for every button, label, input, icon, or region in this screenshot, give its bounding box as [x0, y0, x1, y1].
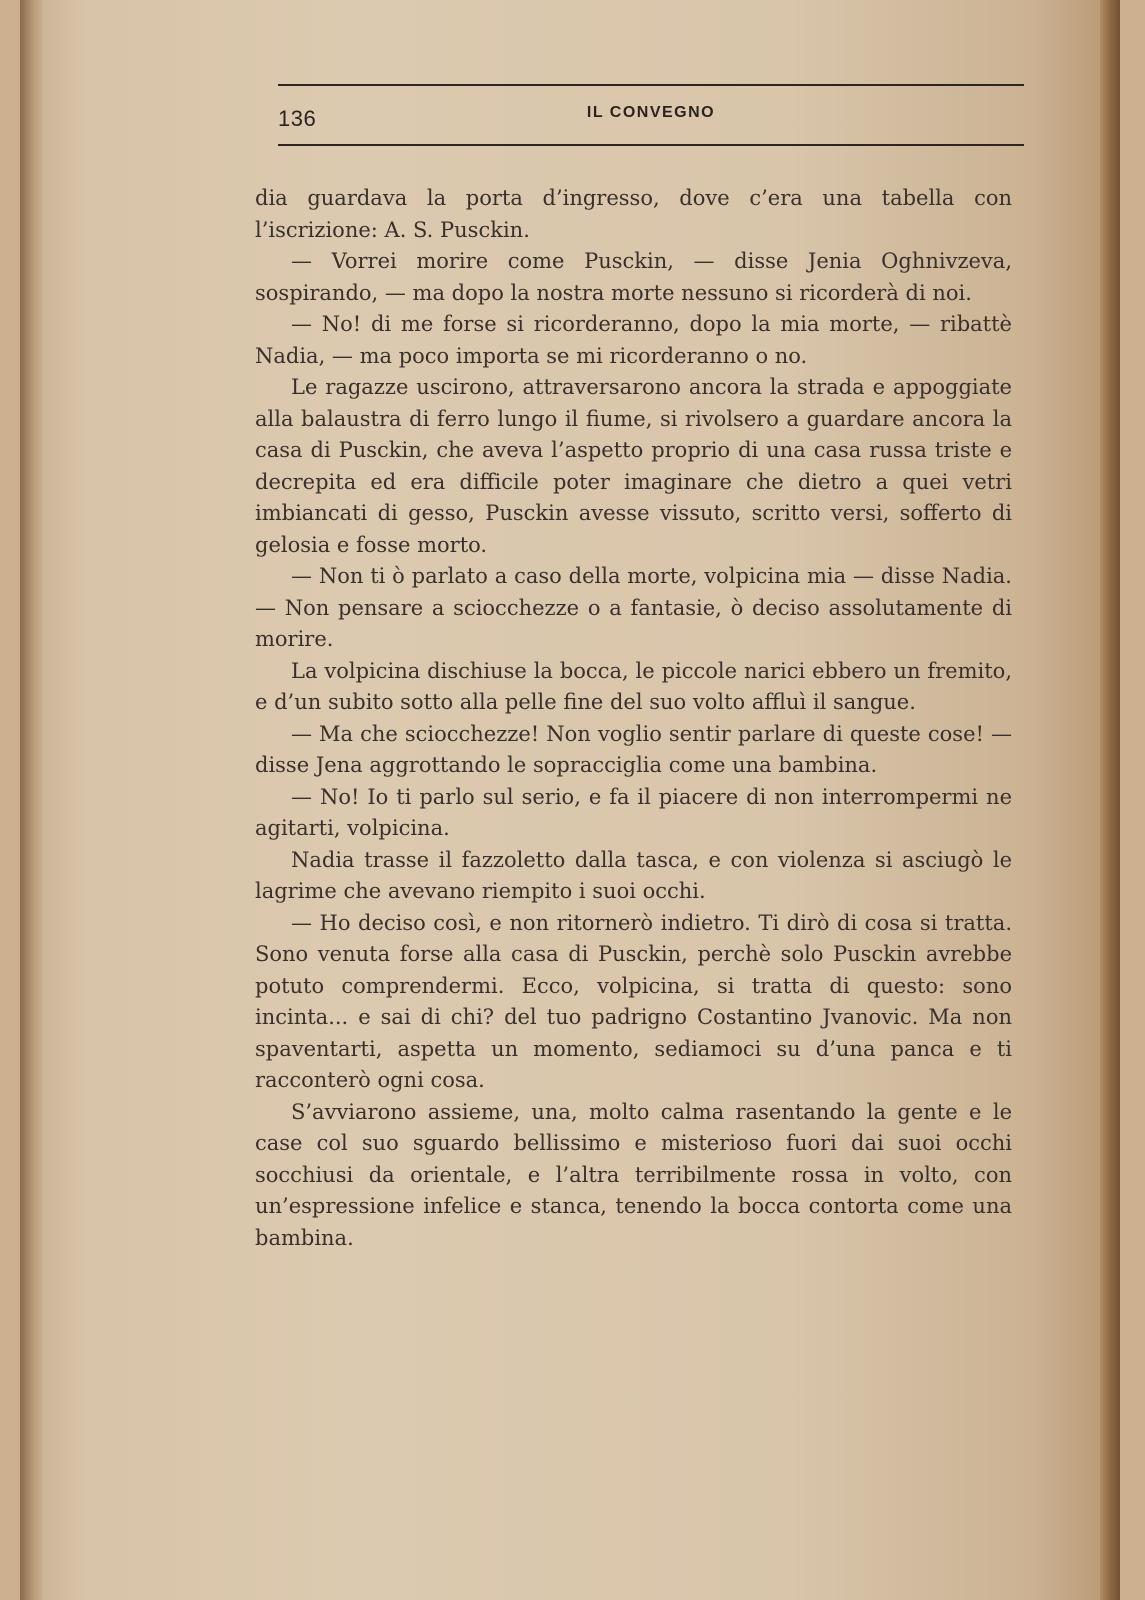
- page-edge: [1100, 0, 1120, 1600]
- paragraph: — No! Io ti parlo sul serio, e fa il piacere di non interrompermi ne agitarti, volpicina.: [255, 784, 1012, 840]
- paragraph: S’avviarono assieme, una, molto calma rasentando la gente e le case col suo sguardo bellissimo e misterioso fuori dai suoi occhi socchiusi da orientale, e l’altra terribilmente rossa in volto, con un’espressione infelice e stanca, tenendo la bocca contorta come una bambina.: [255, 1099, 1012, 1250]
- body-text: [255, 183, 1012, 1254]
- page-number: 136: [278, 106, 317, 131]
- paragraph: — Vorrei morire come Pusckin, — disse Jenia Oghnivzeva, sospirando, — ma dopo la nostra morte nessuno si ricorderà di noi.: [255, 249, 1012, 305]
- paragraph: La volpicina dischiuse la bocca, le piccole narici ebbero un fremito, e d’un subito sotto alla pelle fine del suo volto affluì il sangue.: [255, 658, 1012, 714]
- book-spine-shadow: [20, 0, 42, 1600]
- paragraph: Le ragazze uscirono, attraversarono ancora la strada e appoggiate alla balaustra di ferro lungo il fiume, si rivolsero a guardare ancora la casa di Pusckin, che aveva l’aspetto proprio di una casa russa triste e decrepita ed era difficile poter imaginare che dietro a quei vetri imbiancati di gesso, Pusckin avesse vissuto, scritto versi, sofferto di gelosia e fosse morto.: [255, 375, 1012, 557]
- paragraph: — Ma che sciocchezze! Non voglio sentir parlare di queste cose! — disse Jena aggrottando le sopracciglia come una bambina.: [255, 721, 1012, 777]
- running-title: IL CONVEGNO: [586, 104, 716, 121]
- paragraph: — Ho deciso così, e non ritornerò indietro. Ti dirò di cosa si tratta. Sono venuta forse alla casa di Pusckin, perchè solo Pusckin avrebbe potuto comprendermi. Ecco, volpicina, si tratta di questo: sono incinta... e sai di chi? del tuo padrigno Costantino Jvanovic. Ma non spaventarti, aspetta un momento, sediamoci su d’una panca e ti racconterò ogni cosa.: [255, 910, 1012, 1092]
- header-rule-bottom: [278, 144, 1024, 146]
- paragraph: — Non ti ò parlato a caso della morte, volpicina mia — disse Nadia. — Non pensare a sciocchezze o a fantasie, ò deciso assolutamente di morire.: [255, 564, 1012, 651]
- header-rule-top: [278, 84, 1024, 86]
- running-header: [278, 84, 1024, 146]
- paragraph: Nadia trasse il fazzoletto dalla tasca, e con violenza si asciugò le lagrime che avevano riempito i suoi occhi.: [255, 847, 1012, 903]
- paragraph: — No! di me forse si ricorderanno, dopo la mia morte, — ribattè Nadia, — ma poco importa se mi ricorderanno o no.: [255, 312, 1012, 368]
- paragraph: dia guardava la porta d’ingresso, dove c’era una tabella con l’iscrizione: A. S. Pusckin.: [255, 186, 1012, 242]
